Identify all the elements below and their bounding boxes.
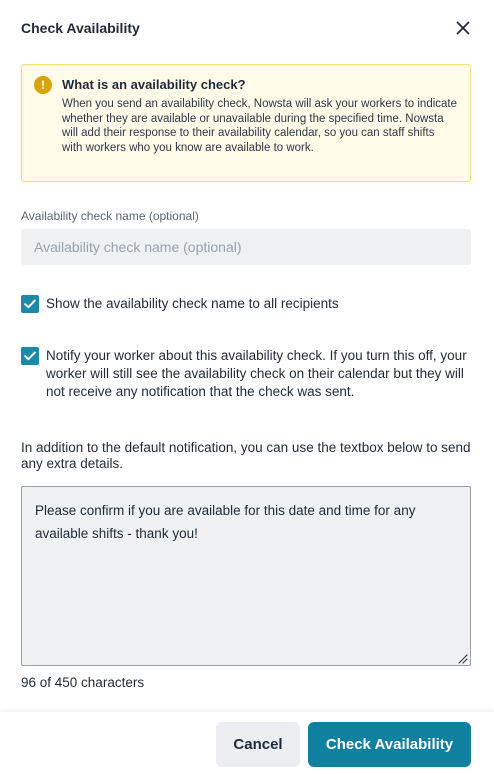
extra-details-description: In addition to the default notification, you can use the textbox below to send any extra details. [21, 440, 471, 471]
name-field-label: Availability check name (optional) [21, 209, 199, 223]
dialog-header [21, 18, 473, 38]
exclamation-icon: ! [34, 76, 52, 94]
show-name-option [21, 295, 339, 313]
dialog-title: Check Availability [21, 20, 140, 36]
extra-details-textarea[interactable] [21, 486, 471, 666]
checkmark-icon [24, 299, 36, 309]
notify-checkbox[interactable] [21, 347, 39, 365]
notify-label: Notify your worker about this availability check. If you turn this off, your worker will still see the availability check on their calendar but they will not receive any notification that the check was sent. [46, 348, 467, 399]
resize-grip-icon[interactable] [457, 653, 468, 664]
cancel-button[interactable]: Cancel [216, 722, 300, 767]
show-name-label: Show the availability check name to all recipients [46, 296, 339, 311]
character-count: 96 of 450 characters [21, 675, 145, 690]
info-title: What is an availability check? [62, 77, 246, 92]
dialog-footer [0, 712, 494, 774]
close-icon [456, 21, 470, 35]
info-callout [21, 64, 471, 182]
info-text: When you send an availability check, Nowsta will ask your workers to indicate whether they are available or unavailable during the specified time. Nowsta will add their response to their availability calendar, so you can staff shifts with workers who you know are available to work. [62, 98, 458, 154]
notify-option [21, 347, 474, 401]
availability-check-name-input[interactable] [21, 229, 471, 265]
checkmark-icon [24, 351, 36, 361]
close-button[interactable] [451, 16, 475, 40]
show-name-checkbox[interactable] [21, 295, 39, 313]
check-availability-button[interactable]: Check Availability [308, 722, 471, 767]
